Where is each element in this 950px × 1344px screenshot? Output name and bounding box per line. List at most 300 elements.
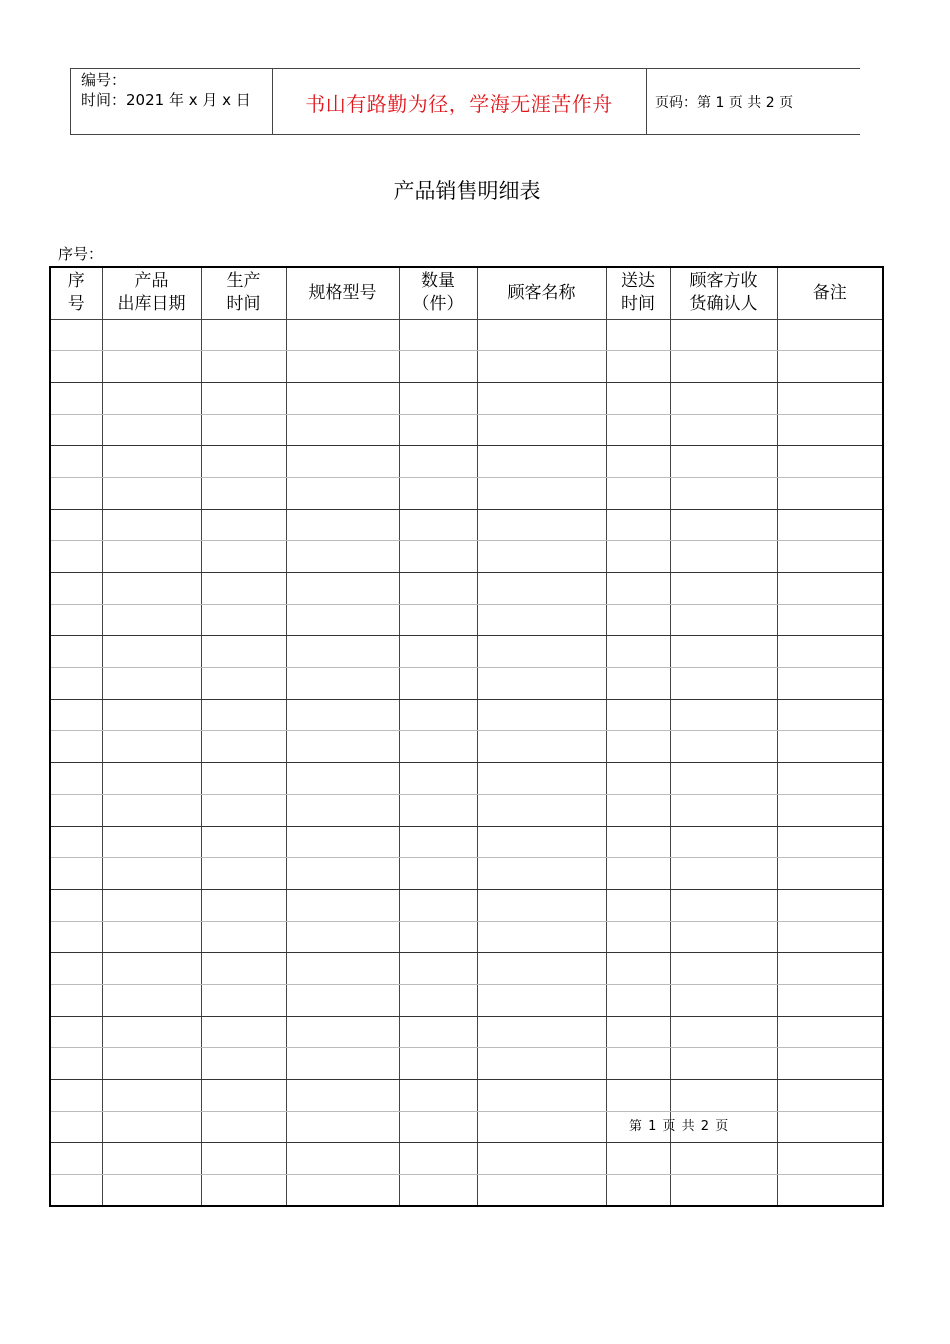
table-cell[interactable] xyxy=(670,509,777,541)
table-cell[interactable] xyxy=(777,414,883,446)
table-cell[interactable] xyxy=(399,826,477,858)
table-cell[interactable] xyxy=(102,1143,201,1175)
table-row xyxy=(50,573,883,605)
table-cell[interactable] xyxy=(201,794,286,826)
table-cell[interactable] xyxy=(670,668,777,700)
table-cell[interactable] xyxy=(477,1143,606,1175)
table-cell[interactable] xyxy=(777,1111,883,1143)
table-cell[interactable] xyxy=(50,636,102,668)
table-cell[interactable] xyxy=(399,414,477,446)
table-cell[interactable] xyxy=(606,826,670,858)
table-cell[interactable] xyxy=(50,1175,102,1207)
table-row xyxy=(50,1016,883,1048)
table-cell[interactable] xyxy=(50,984,102,1016)
table-cell[interactable] xyxy=(286,731,399,763)
table-cell[interactable] xyxy=(399,763,477,795)
table-row xyxy=(50,763,883,795)
table-cell[interactable] xyxy=(286,1143,399,1175)
table-cell[interactable] xyxy=(606,889,670,921)
table-cell[interactable] xyxy=(286,921,399,953)
table-cell[interactable] xyxy=(50,382,102,414)
table-cell[interactable] xyxy=(606,953,670,985)
table-cell[interactable] xyxy=(286,794,399,826)
table-cell[interactable] xyxy=(286,604,399,636)
table-cell[interactable] xyxy=(201,351,286,383)
col-header-receiver: 顾客方收 货确认人 xyxy=(670,267,777,319)
table-cell[interactable] xyxy=(102,1080,201,1112)
table-cell[interactable] xyxy=(670,984,777,1016)
table-cell[interactable] xyxy=(201,319,286,351)
table-cell[interactable] xyxy=(477,414,606,446)
table-cell[interactable] xyxy=(777,889,883,921)
table-cell[interactable] xyxy=(477,1048,606,1080)
table-cell[interactable] xyxy=(670,446,777,478)
table-row xyxy=(50,1143,883,1175)
table-cell[interactable] xyxy=(606,414,670,446)
table-cell[interactable] xyxy=(670,1143,777,1175)
table-cell[interactable] xyxy=(606,731,670,763)
table-cell[interactable] xyxy=(286,984,399,1016)
table-cell[interactable] xyxy=(670,699,777,731)
table-row xyxy=(50,351,883,383)
table-row xyxy=(50,953,883,985)
table-row xyxy=(50,319,883,351)
table-cell[interactable] xyxy=(201,889,286,921)
table-row xyxy=(50,699,883,731)
table-cell[interactable] xyxy=(477,668,606,700)
serial-label: 序号： xyxy=(58,245,104,263)
table-cell[interactable] xyxy=(606,509,670,541)
col-header-delivery-time: 送达 时间 xyxy=(606,267,670,319)
table-cell[interactable] xyxy=(477,477,606,509)
table-cell[interactable] xyxy=(201,858,286,890)
table-cell[interactable] xyxy=(201,1080,286,1112)
table-cell[interactable] xyxy=(286,509,399,541)
table-cell[interactable] xyxy=(399,731,477,763)
table-cell[interactable] xyxy=(102,699,201,731)
table-cell[interactable] xyxy=(399,573,477,605)
table-cell[interactable] xyxy=(777,1016,883,1048)
table-cell[interactable] xyxy=(477,826,606,858)
table-row xyxy=(50,541,883,573)
col-header-customer-name: 顾客名称 xyxy=(477,267,606,319)
table-cell[interactable] xyxy=(606,477,670,509)
table-row xyxy=(50,668,883,700)
header-motto: 书山有路勤为径，学海无涯苦作舟 xyxy=(305,91,613,116)
table-cell[interactable] xyxy=(102,858,201,890)
table-cell[interactable] xyxy=(606,1143,670,1175)
table-cell[interactable] xyxy=(50,446,102,478)
table-cell[interactable] xyxy=(777,858,883,890)
table-cell[interactable] xyxy=(670,1080,777,1112)
table-cell[interactable] xyxy=(201,509,286,541)
table-cell[interactable] xyxy=(777,1143,883,1175)
table-cell[interactable] xyxy=(50,1048,102,1080)
table-cell[interactable] xyxy=(606,699,670,731)
table-cell[interactable] xyxy=(670,763,777,795)
table-cell[interactable] xyxy=(50,731,102,763)
table-cell[interactable] xyxy=(670,477,777,509)
table-cell[interactable] xyxy=(477,636,606,668)
table-row xyxy=(50,731,883,763)
table-cell[interactable] xyxy=(201,1175,286,1207)
table-cell[interactable] xyxy=(777,636,883,668)
table-cell[interactable] xyxy=(777,1175,883,1207)
table-cell[interactable] xyxy=(201,826,286,858)
table-cell[interactable] xyxy=(399,382,477,414)
table-cell[interactable] xyxy=(286,763,399,795)
table-cell[interactable] xyxy=(50,414,102,446)
table-cell[interactable] xyxy=(286,1080,399,1112)
table-cell[interactable] xyxy=(201,573,286,605)
table-cell[interactable] xyxy=(201,668,286,700)
table-cell[interactable] xyxy=(201,477,286,509)
table-cell[interactable] xyxy=(201,541,286,573)
table-cell[interactable] xyxy=(201,984,286,1016)
table-cell[interactable] xyxy=(201,446,286,478)
table-cell[interactable] xyxy=(399,699,477,731)
table-cell[interactable] xyxy=(399,984,477,1016)
table-cell[interactable] xyxy=(50,858,102,890)
table-cell[interactable] xyxy=(286,477,399,509)
table-cell[interactable] xyxy=(102,319,201,351)
table-cell[interactable] xyxy=(102,541,201,573)
table-cell[interactable] xyxy=(286,541,399,573)
table-cell[interactable] xyxy=(399,477,477,509)
table-cell[interactable] xyxy=(670,731,777,763)
table-cell[interactable] xyxy=(399,889,477,921)
table-cell[interactable] xyxy=(670,1048,777,1080)
table-cell[interactable] xyxy=(670,1175,777,1207)
table-cell[interactable] xyxy=(286,1048,399,1080)
table-cell[interactable] xyxy=(201,763,286,795)
table-cell[interactable] xyxy=(399,921,477,953)
table-cell[interactable] xyxy=(286,573,399,605)
table-cell[interactable] xyxy=(286,858,399,890)
header-divider xyxy=(646,69,647,134)
table-cell[interactable] xyxy=(286,668,399,700)
table-cell[interactable] xyxy=(777,668,883,700)
table-cell[interactable] xyxy=(399,953,477,985)
table-cell[interactable] xyxy=(777,573,883,605)
table-row xyxy=(50,414,883,446)
table-cell[interactable] xyxy=(50,573,102,605)
table-cell[interactable] xyxy=(286,414,399,446)
table-cell[interactable] xyxy=(777,604,883,636)
table-cell[interactable] xyxy=(102,382,201,414)
table-cell[interactable] xyxy=(606,1016,670,1048)
table-cell[interactable] xyxy=(606,604,670,636)
table-cell[interactable] xyxy=(477,319,606,351)
table-cell[interactable] xyxy=(102,1175,201,1207)
table-cell[interactable] xyxy=(201,636,286,668)
table-cell[interactable] xyxy=(201,1048,286,1080)
table-cell[interactable] xyxy=(50,763,102,795)
table-cell[interactable] xyxy=(606,794,670,826)
table-cell[interactable] xyxy=(399,319,477,351)
number-label: 编号： xyxy=(81,71,127,89)
page-title: 产品销售明细表 xyxy=(393,179,541,203)
table-cell[interactable] xyxy=(201,604,286,636)
table-cell[interactable] xyxy=(102,573,201,605)
table-cell[interactable] xyxy=(670,953,777,985)
time-label: 时间：2021 年 x 月 x 日 xyxy=(81,91,251,109)
table-cell[interactable] xyxy=(399,541,477,573)
table-row xyxy=(50,636,883,668)
table-cell[interactable] xyxy=(670,573,777,605)
table-cell[interactable] xyxy=(50,794,102,826)
table-cell[interactable] xyxy=(102,604,201,636)
table-cell[interactable] xyxy=(201,1111,286,1143)
table-cell[interactable] xyxy=(777,763,883,795)
col-header-outbound-date: 产品 出库日期 xyxy=(102,267,201,319)
table-cell[interactable] xyxy=(477,509,606,541)
table-cell[interactable] xyxy=(286,382,399,414)
table-cell[interactable] xyxy=(201,953,286,985)
col-header-production-time: 生产 时间 xyxy=(201,267,286,319)
table-cell[interactable] xyxy=(201,1143,286,1175)
table-cell[interactable] xyxy=(606,541,670,573)
table-cell[interactable] xyxy=(399,794,477,826)
table-cell[interactable] xyxy=(477,351,606,383)
table-row xyxy=(50,858,883,890)
table-cell[interactable] xyxy=(477,731,606,763)
table-header-row xyxy=(50,267,883,319)
table-cell[interactable] xyxy=(286,1111,399,1143)
table-cell[interactable] xyxy=(670,382,777,414)
header-page-code: 页码：第 1 页 共 2 页 xyxy=(655,95,794,111)
table-cell[interactable] xyxy=(670,826,777,858)
table-cell[interactable] xyxy=(777,1080,883,1112)
table-row xyxy=(50,889,883,921)
table-cell[interactable] xyxy=(670,414,777,446)
table-cell[interactable] xyxy=(777,446,883,478)
table-cell[interactable] xyxy=(477,858,606,890)
table-cell[interactable] xyxy=(477,541,606,573)
table-cell[interactable] xyxy=(201,382,286,414)
table-cell[interactable] xyxy=(50,1143,102,1175)
col-header-serial: 序 号 xyxy=(50,267,102,319)
table-cell[interactable] xyxy=(399,1111,477,1143)
table-cell[interactable] xyxy=(477,1080,606,1112)
table-row xyxy=(50,509,883,541)
table-cell[interactable] xyxy=(606,382,670,414)
table-cell[interactable] xyxy=(286,1016,399,1048)
table-cell[interactable] xyxy=(606,1175,670,1207)
table-cell[interactable] xyxy=(399,858,477,890)
table-cell[interactable] xyxy=(286,826,399,858)
table-cell[interactable] xyxy=(606,1080,670,1112)
table-cell[interactable] xyxy=(477,921,606,953)
table-cell[interactable] xyxy=(286,699,399,731)
table-cell[interactable] xyxy=(399,509,477,541)
table-cell[interactable] xyxy=(50,1080,102,1112)
table-cell[interactable] xyxy=(777,794,883,826)
table-cell[interactable] xyxy=(477,889,606,921)
header-meta xyxy=(81,70,251,110)
table-cell[interactable] xyxy=(399,446,477,478)
table-cell[interactable] xyxy=(777,731,883,763)
table-cell[interactable] xyxy=(399,1143,477,1175)
table-cell[interactable] xyxy=(286,889,399,921)
table-row xyxy=(50,984,883,1016)
table-row xyxy=(50,826,883,858)
table-cell[interactable] xyxy=(670,889,777,921)
table-cell[interactable] xyxy=(606,921,670,953)
table-cell[interactable] xyxy=(606,351,670,383)
table-cell[interactable] xyxy=(477,984,606,1016)
table-cell[interactable] xyxy=(102,731,201,763)
table-cell[interactable] xyxy=(606,319,670,351)
table-cell[interactable] xyxy=(399,1175,477,1207)
table-cell[interactable] xyxy=(777,319,883,351)
table-cell[interactable] xyxy=(606,573,670,605)
table-cell[interactable] xyxy=(606,1048,670,1080)
table-cell[interactable] xyxy=(102,1016,201,1048)
table-cell[interactable] xyxy=(286,953,399,985)
table-cell[interactable] xyxy=(50,477,102,509)
table-cell[interactable] xyxy=(399,1080,477,1112)
table-cell[interactable] xyxy=(102,414,201,446)
table-cell[interactable] xyxy=(606,668,670,700)
table-row xyxy=(50,1175,883,1207)
table-cell[interactable] xyxy=(777,1048,883,1080)
table-cell[interactable] xyxy=(50,509,102,541)
table-row xyxy=(50,446,883,478)
table-cell[interactable] xyxy=(670,351,777,383)
table-cell[interactable] xyxy=(477,604,606,636)
table-cell[interactable] xyxy=(50,1111,102,1143)
table-cell[interactable] xyxy=(606,984,670,1016)
table-cell[interactable] xyxy=(102,351,201,383)
table-cell[interactable] xyxy=(102,921,201,953)
table-cell[interactable] xyxy=(201,731,286,763)
table-cell[interactable] xyxy=(606,763,670,795)
table-row xyxy=(50,1080,883,1112)
table-cell[interactable] xyxy=(777,921,883,953)
table-cell[interactable] xyxy=(777,699,883,731)
table-cell[interactable] xyxy=(286,319,399,351)
table-cell[interactable] xyxy=(777,826,883,858)
table-cell[interactable] xyxy=(102,446,201,478)
table-cell[interactable] xyxy=(606,858,670,890)
table-row xyxy=(50,382,883,414)
table-cell[interactable] xyxy=(777,953,883,985)
sales-detail-table xyxy=(49,266,884,1207)
table-body xyxy=(50,319,883,1206)
table-cell[interactable] xyxy=(477,1016,606,1048)
table-cell[interactable] xyxy=(399,1048,477,1080)
table-cell[interactable] xyxy=(50,889,102,921)
col-header-quantity: 数量 （件） xyxy=(399,267,477,319)
table-row xyxy=(50,604,883,636)
table-cell[interactable] xyxy=(50,1016,102,1048)
table-cell[interactable] xyxy=(286,351,399,383)
col-header-remarks: 备注 xyxy=(777,267,883,319)
table-row xyxy=(50,1048,883,1080)
table-cell[interactable] xyxy=(777,984,883,1016)
table-cell[interactable] xyxy=(399,668,477,700)
table-cell[interactable] xyxy=(670,604,777,636)
table-cell[interactable] xyxy=(477,953,606,985)
table-cell[interactable] xyxy=(477,699,606,731)
table-cell[interactable] xyxy=(777,351,883,383)
page-footer: 第 1 页 共 2 页 xyxy=(629,1119,730,1134)
table-cell[interactable] xyxy=(102,889,201,921)
table-cell[interactable] xyxy=(670,1016,777,1048)
table-cell[interactable] xyxy=(606,636,670,668)
table-cell[interactable] xyxy=(670,541,777,573)
table-cell[interactable] xyxy=(670,636,777,668)
table-cell[interactable] xyxy=(102,1048,201,1080)
table-row xyxy=(50,1111,883,1143)
table-cell[interactable] xyxy=(50,541,102,573)
document-header xyxy=(70,68,860,135)
table-cell[interactable] xyxy=(102,1111,201,1143)
table-cell[interactable] xyxy=(670,794,777,826)
table-cell[interactable] xyxy=(102,953,201,985)
table-cell[interactable] xyxy=(606,446,670,478)
table-cell[interactable] xyxy=(399,351,477,383)
table-cell[interactable] xyxy=(777,541,883,573)
table-cell[interactable] xyxy=(777,477,883,509)
table-cell[interactable] xyxy=(201,699,286,731)
table-cell[interactable] xyxy=(50,921,102,953)
table-cell[interactable] xyxy=(670,921,777,953)
table-cell[interactable] xyxy=(777,509,883,541)
table-cell[interactable] xyxy=(670,319,777,351)
table-row xyxy=(50,921,883,953)
table-cell[interactable] xyxy=(477,446,606,478)
table-cell[interactable] xyxy=(201,1016,286,1048)
table-cell[interactable] xyxy=(102,636,201,668)
table-cell[interactable] xyxy=(477,573,606,605)
table-cell[interactable] xyxy=(201,414,286,446)
table-cell[interactable] xyxy=(777,382,883,414)
table-cell[interactable] xyxy=(102,509,201,541)
table-cell[interactable] xyxy=(50,826,102,858)
table-cell[interactable] xyxy=(670,858,777,890)
table-cell[interactable] xyxy=(50,351,102,383)
table-cell[interactable] xyxy=(201,921,286,953)
table-row xyxy=(50,477,883,509)
table-cell[interactable] xyxy=(102,794,201,826)
table-cell[interactable] xyxy=(477,1175,606,1207)
table-cell[interactable] xyxy=(286,636,399,668)
table-cell[interactable] xyxy=(50,953,102,985)
table-cell[interactable] xyxy=(50,668,102,700)
table-cell[interactable] xyxy=(477,763,606,795)
table-cell[interactable] xyxy=(399,604,477,636)
table-cell[interactable] xyxy=(50,319,102,351)
table-row xyxy=(50,794,883,826)
table-cell[interactable] xyxy=(102,984,201,1016)
table-cell[interactable] xyxy=(286,1175,399,1207)
table-cell[interactable] xyxy=(102,668,201,700)
table-cell[interactable] xyxy=(102,763,201,795)
table-cell[interactable] xyxy=(477,382,606,414)
col-header-model: 规格型号 xyxy=(286,267,399,319)
table-cell[interactable] xyxy=(477,794,606,826)
table-cell[interactable] xyxy=(50,699,102,731)
table-cell[interactable] xyxy=(286,446,399,478)
table-cell[interactable] xyxy=(477,1111,606,1143)
table-cell[interactable] xyxy=(399,1016,477,1048)
table-cell[interactable] xyxy=(399,636,477,668)
table-cell[interactable] xyxy=(102,477,201,509)
table-cell[interactable] xyxy=(50,604,102,636)
table-cell[interactable] xyxy=(102,826,201,858)
